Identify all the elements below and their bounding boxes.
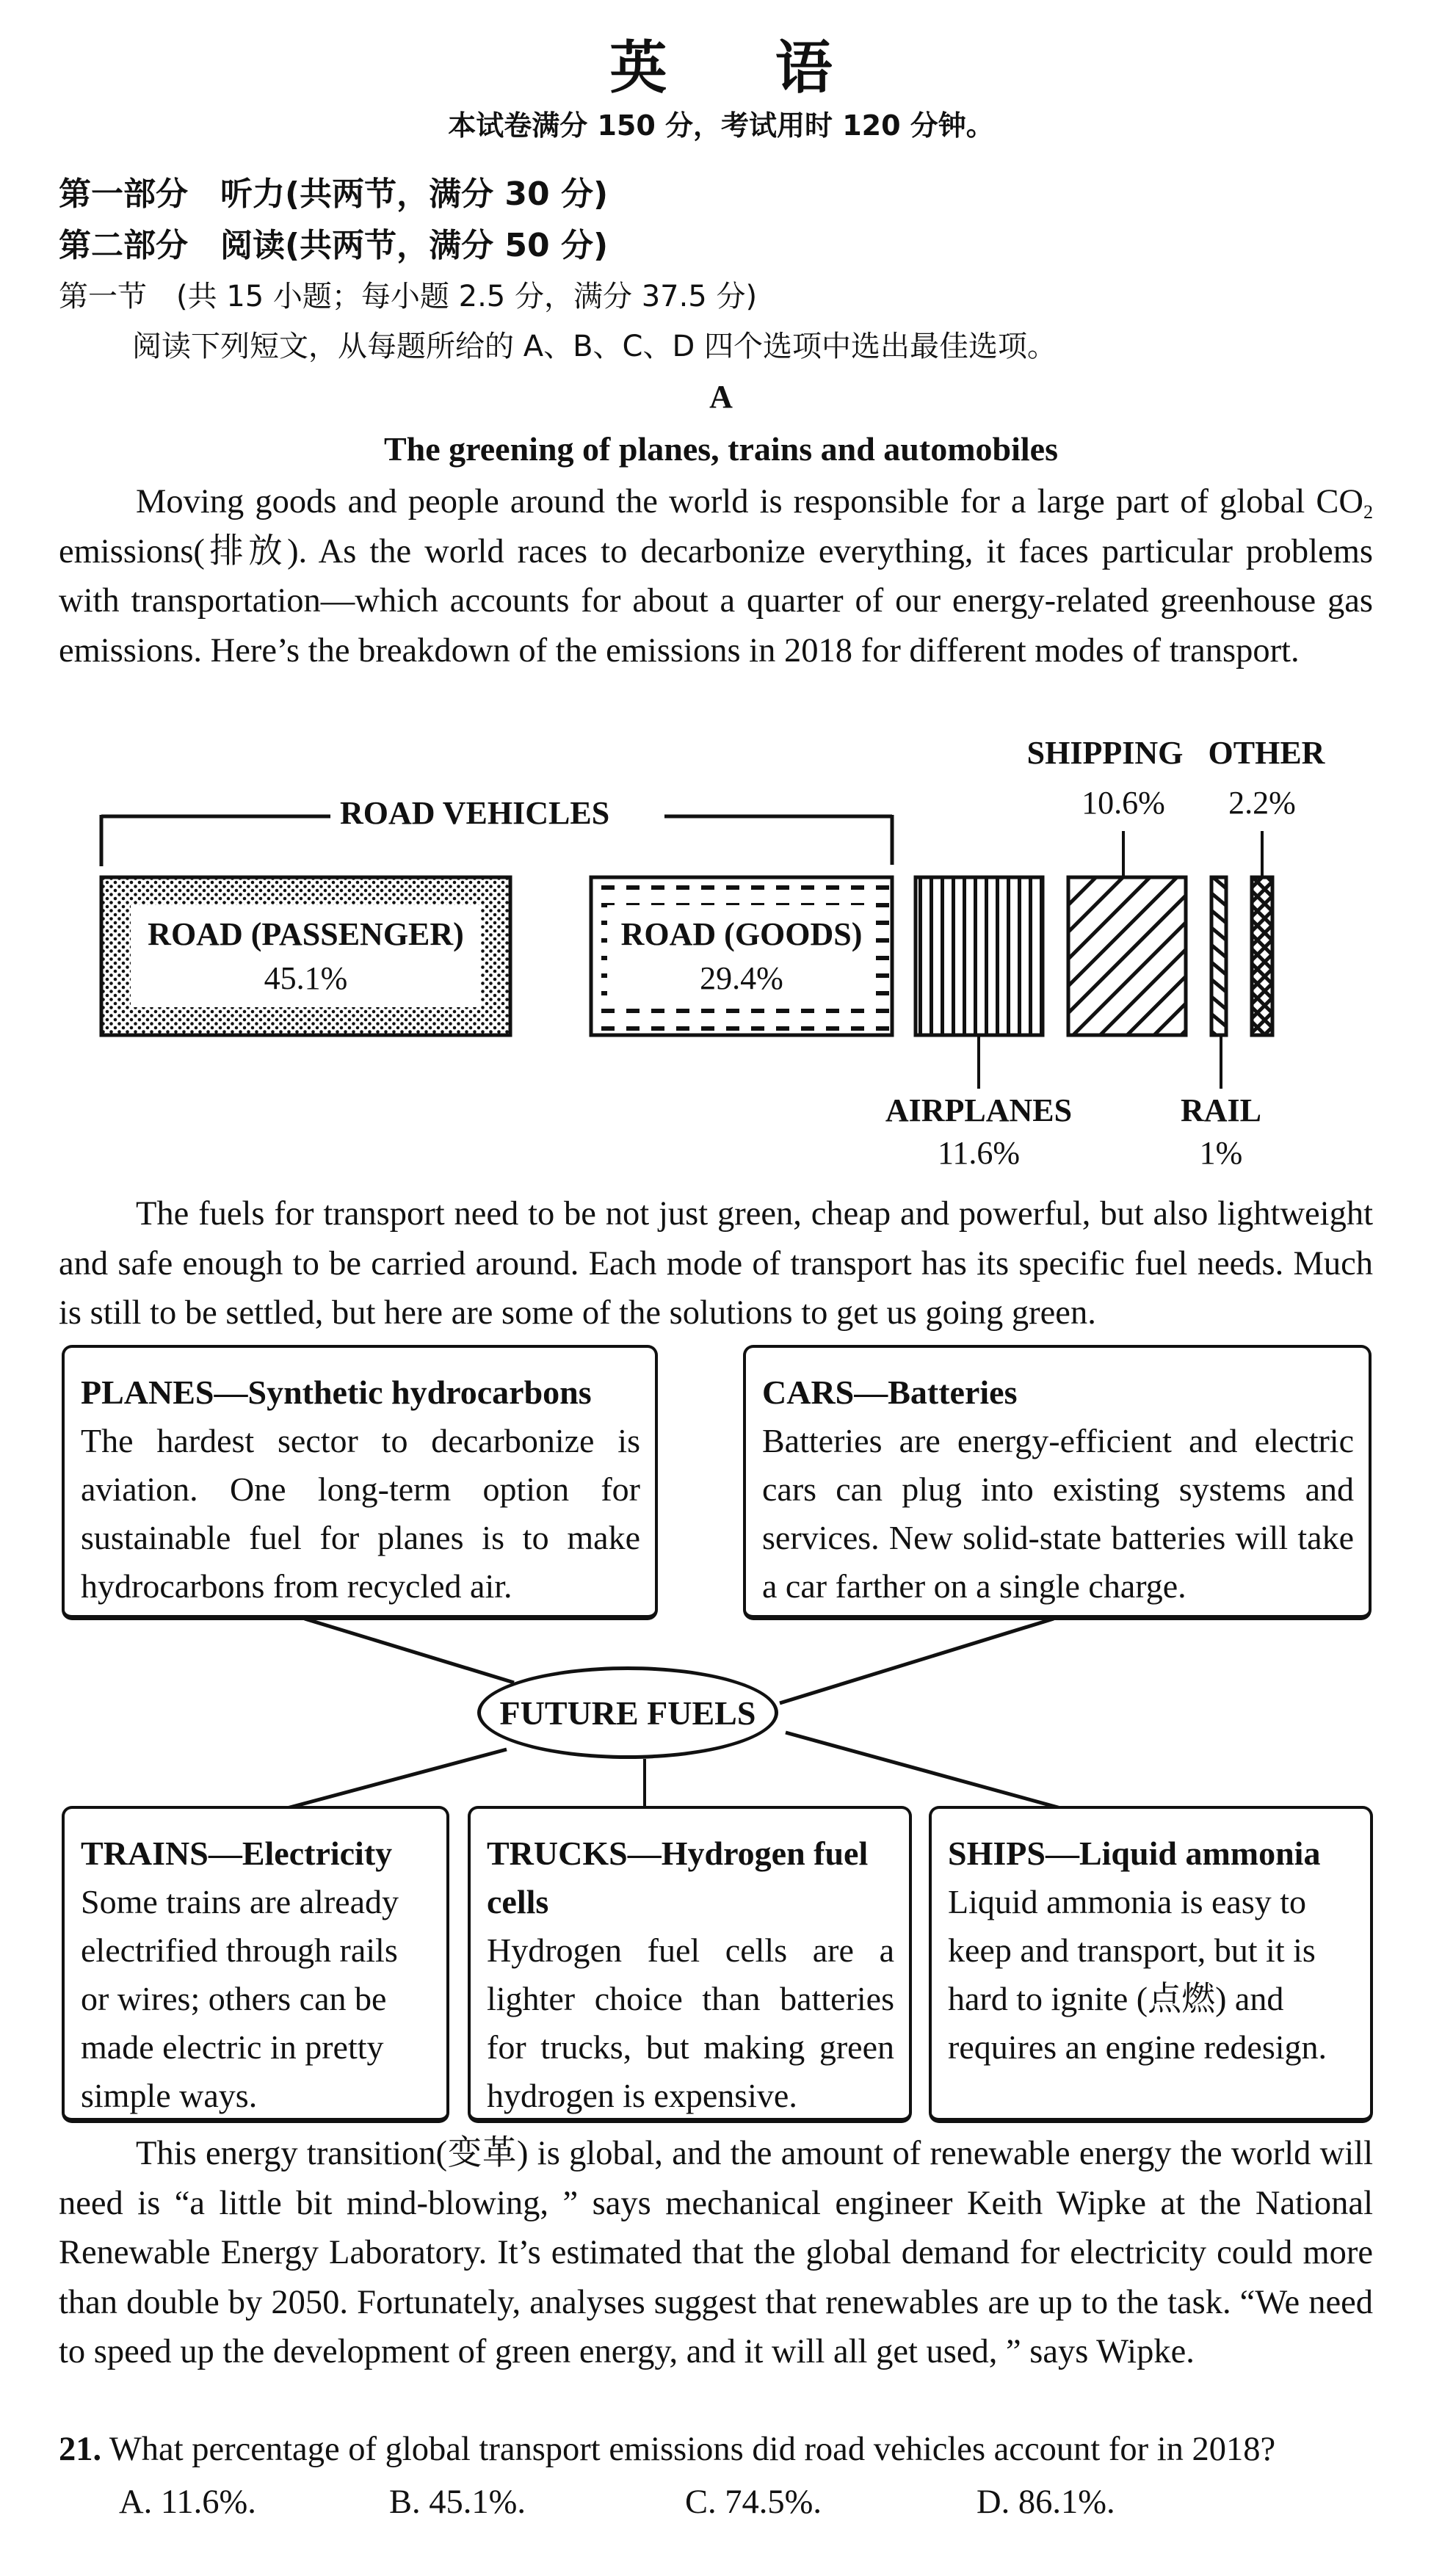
paragraph-2: The fuels for transport need to be not just green, cheap and powerful, but also lightweight and safe enough to be carried around. Each mode of transport has its specific fuel needs. Much is still to be settled, but here are some of the solutions to get us going green. [59, 1195, 1373, 1332]
bar-category-label: ROAD (GOODS) [620, 916, 863, 952]
fuel-box-text: Some trains are already electrified through rails or wires; others can be made electric in pretty simple ways. [81, 1883, 399, 2114]
future-fuels-center: FUTURE FUELS [477, 1666, 778, 1759]
fuel-box-ships [929, 1806, 1373, 2123]
bar-value-label: 10.6% [1082, 785, 1165, 821]
exam-subtitle: 本试卷满分 150 分，考试用时 120 分钟。 [448, 109, 994, 142]
paragraph-1-post: emissions(排放). As the world races to decarbonize everything, it faces particular problems with transportation—which accounts for about a quarter of our energy-related greenhouse gas emissions. Here’s the breakdown of the emissions in 2018 for different modes of transport. [59, 532, 1373, 670]
fuel-box-text: Liquid ammonia is easy to keep and transport, but it is hard to ignite (点燃) and requires an engine redesign. [948, 1883, 1327, 2066]
fuel-box-heading: CARS—Batteries [762, 1374, 1018, 1411]
fuel-box-heading: SHIPS—Liquid ammonia [948, 1835, 1321, 1872]
section-one-heading: 第一节 (共 15 小题；每小题 2.5 分，满分 37.5 分) [59, 280, 758, 313]
bar-category-label: OTHER [1208, 735, 1325, 771]
bar-rail [1211, 877, 1226, 1035]
fuel-box-heading: PLANES—Synthetic hydrocarbons [81, 1374, 592, 1411]
connector-trains [268, 1749, 507, 1813]
bar-category-label: ROAD (PASSENGER) [148, 916, 464, 952]
bar-shipping [1068, 877, 1186, 1035]
bar-other [1252, 877, 1272, 1035]
co2-subscript: 2 [1363, 501, 1373, 523]
fuel-box-planes [62, 1345, 658, 1620]
passage-title: The greening of planes, trains and automobiles [384, 430, 1058, 468]
connector-cars [780, 1619, 1054, 1703]
bar-value-label: 1% [1199, 1135, 1243, 1171]
paragraph-1-pre: Moving goods and people around the world is responsible for a large part of global CO [136, 483, 1363, 520]
fuel-box-text: Hydrogen fuel cells are a lighter choice than batteries for trucks, but making green hydrogen is expensive. [487, 1931, 894, 2114]
exam-title: 英 语 [609, 35, 877, 101]
part-one-heading: 第一部分 听力(共两节，满分 30 分) [59, 175, 609, 213]
connector-planes [305, 1619, 514, 1683]
passage-letter: A [709, 379, 733, 415]
fuel-box-cars [743, 1345, 1372, 1620]
bar-value-label: 45.1% [264, 960, 348, 996]
option-a[interactable]: A. 11.6%. [119, 2484, 256, 2521]
option-c[interactable]: C. 74.5%. [685, 2484, 822, 2521]
option-b[interactable]: B. 45.1%. [389, 2484, 526, 2521]
question-number: 21. [59, 2431, 102, 2468]
connector-ships [786, 1733, 1079, 1813]
fuel-box-heading: TRAINS—Electricity [81, 1835, 393, 1872]
question-21 [59, 2430, 1275, 2469]
bar-category-label: RAIL [1180, 1092, 1262, 1128]
paragraph-3: This energy transition(变革) is global, and the amount of renewable energy the world will need is “a little bit mind-blowing, ” says mechanical engineer Keith Wipke at the National Renewable Energy Laboratory. It’s estimated that the global demand for electricity could more than double by 2050. Fortunately, analyses suggest that renewables are up to the task. “We need to speed up the development of green energy, and it will all get used, ” says Wipke. [59, 2135, 1373, 2370]
bar-category-label: AIRPLANES [885, 1092, 1073, 1128]
bar-value-label: 2.2% [1228, 785, 1296, 821]
fuel-box-trucks [468, 1806, 912, 2123]
bar-value-label: 29.4% [700, 960, 783, 996]
option-d[interactable]: D. 86.1%. [977, 2484, 1115, 2521]
fuel-box-heading: TRUCKS—Hydrogen fuel cells [487, 1835, 869, 1920]
fuel-box-trains [62, 1806, 449, 2123]
question-text: What percentage of global transport emissions did road vehicles account for in 2018? [101, 2431, 1276, 2468]
fuel-box-text: The hardest sector to decarbonize is aviation. One long-term option for sustainable fuel for planes is to make hydrocarbons from recycled air. [81, 1422, 640, 1605]
road-vehicles-group-label: ROAD VEHICLES [340, 795, 610, 831]
fuel-box-text: Batteries are energy-efficient and electric cars can plug into existing systems and services. New solid-state batteries will take a car farther on a single charge. [762, 1422, 1354, 1605]
bar-value-label: 11.6% [937, 1135, 1021, 1171]
part-two-heading: 第二部分 阅读(共两节，满分 50 分) [59, 227, 609, 264]
bar-airplanes [916, 877, 1043, 1035]
bar-category-label: SHIPPING [1026, 735, 1184, 771]
instruction-text: 阅读下列短文，从每题所给的 A、B、C、D 四个选项中选出最佳选项。 [132, 330, 1057, 363]
